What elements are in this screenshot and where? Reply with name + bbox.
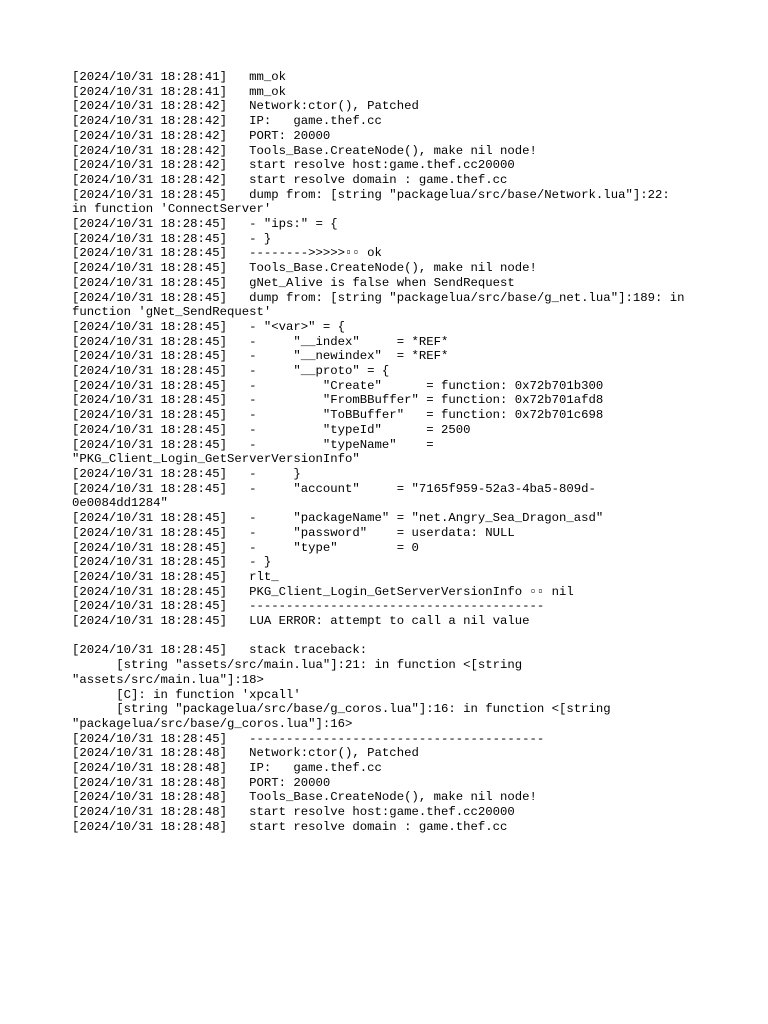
log-line: [2024/10/31 18:28:45] - }	[72, 466, 301, 481]
log-line-continuation: 0e0084dd1284"	[72, 496, 168, 511]
log-line: [2024/10/31 18:28:48] start resolve domain : game.thef.cc	[72, 819, 508, 834]
log-line: [2024/10/31 18:28:45] - "<var>" = {	[72, 319, 346, 334]
traceback-line: [string "assets/src/main.lua"]:21: in function <[string	[72, 658, 523, 673]
traceback-line: "assets/src/main.lua"]:18>	[72, 672, 264, 687]
log-line: [2024/10/31 18:28:45] rlt_	[72, 569, 279, 584]
log-line: [2024/10/31 18:28:41] mm_ok	[72, 70, 287, 84]
log-line: [2024/10/31 18:28:45] - "__proto" = {	[72, 364, 390, 379]
log-line: [2024/10/31 18:28:45] - "typeName" =	[72, 437, 434, 452]
log-line: [2024/10/31 18:28:48] start resolve host:game.thef.cc20000	[72, 805, 515, 820]
log-line-continuation: in function 'ConnectServer'	[72, 202, 272, 217]
log-line-continuation: function 'gNet_SendRequest'	[72, 305, 272, 320]
log-line: [2024/10/31 18:28:45] -------->>>>>▫▫ ok	[72, 246, 382, 261]
log-line: [2024/10/31 18:28:42] IP: game.thef.cc	[72, 114, 382, 129]
log-line: [2024/10/31 18:28:42] start resolve domain : game.thef.cc	[72, 172, 508, 187]
log-line: [2024/10/31 18:28:45] stack traceback:	[72, 643, 368, 658]
log-line: [2024/10/31 18:28:42] Network:ctor(), Patched	[72, 99, 419, 114]
log-line: [2024/10/31 18:28:48] Tools_Base.CreateNode(), make nil node!	[72, 790, 537, 805]
log-line: [2024/10/31 18:28:48] IP: game.thef.cc	[72, 761, 382, 776]
log-line: [2024/10/31 18:28:45] - "password" = userdata: NULL	[72, 525, 515, 540]
log-line-continuation: "PKG_Client_Login_GetServerVersionInfo"	[72, 452, 360, 467]
log-line: [2024/10/31 18:28:45] - "type" = 0	[72, 540, 419, 555]
log-line: [2024/10/31 18:28:42] start resolve host:game.thef.cc20000	[72, 158, 515, 173]
log-line: [2024/10/31 18:28:45] - "packageName" = "net.Angry_Sea_Dragon_asd"	[72, 511, 604, 526]
log-document	[72, 70, 752, 835]
traceback-line: "packagelua/src/base/g_coros.lua"]:16>	[72, 716, 353, 731]
log-line: [2024/10/31 18:28:45] dump from: [string "packagelua/src/base/g_net.lua"]:189: in	[72, 290, 685, 305]
blank-line	[72, 629, 752, 644]
log-line: [2024/10/31 18:28:45] - "typeId" = 2500	[72, 422, 471, 437]
log-line: [2024/10/31 18:28:45] - "ips:" = {	[72, 217, 338, 232]
traceback-line: [C]: in function 'xpcall'	[72, 687, 301, 702]
log-line: [2024/10/31 18:28:48] Network:ctor(), Patched	[72, 746, 419, 761]
log-line: [2024/10/31 18:28:45] - "ToBBuffer" = function: 0x72b701c698	[72, 408, 604, 423]
log-line: [2024/10/31 18:28:45] dump from: [string "packagelua/src/base/Network.lua"]:22:	[72, 187, 670, 202]
log-line: [2024/10/31 18:28:45] - }	[72, 231, 272, 246]
log-line: [2024/10/31 18:28:42] PORT: 20000	[72, 128, 331, 143]
log-line: [2024/10/31 18:28:48] PORT: 20000	[72, 775, 331, 790]
traceback-line: [string "packagelua/src/base/g_coros.lua"]:16: in function <[string	[72, 702, 611, 717]
log-line: [2024/10/31 18:28:45] - "__newindex" = *REF*	[72, 349, 449, 364]
log-line: [2024/10/31 18:28:41] mm_ok	[72, 84, 287, 99]
log-line: [2024/10/31 18:28:45] gNet_Alive is false when SendRequest	[72, 275, 515, 290]
log-line: [2024/10/31 18:28:45] - "FromBBuffer" = function: 0x72b701afd8	[72, 393, 604, 408]
log-line: [2024/10/31 18:28:45] - "account" = "7165f959-52a3-4ba5-809d-	[72, 481, 596, 496]
error-message: [2024/10/31 18:28:45] LUA ERROR: attempt to call a nil value	[72, 614, 530, 629]
log-line: [2024/10/31 18:28:45] - "Create" = function: 0x72b701b300	[72, 378, 604, 393]
log-line: [2024/10/31 18:28:42] Tools_Base.CreateNode(), make nil node!	[72, 143, 537, 158]
log-line: [2024/10/31 18:28:45] Tools_Base.CreateNode(), make nil node!	[72, 261, 537, 276]
log-line: [2024/10/31 18:28:45] - }	[72, 555, 272, 570]
log-line: [2024/10/31 18:28:45] - "__index" = *REF*	[72, 334, 449, 349]
log-line: [2024/10/31 18:28:45] PKG_Client_Login_GetServerVersionInfo ▫▫ nil	[72, 584, 574, 599]
log-separator: [2024/10/31 18:28:45] ----------------------------------------	[72, 599, 545, 614]
log-separator: [2024/10/31 18:28:45] ----------------------------------------	[72, 731, 545, 746]
